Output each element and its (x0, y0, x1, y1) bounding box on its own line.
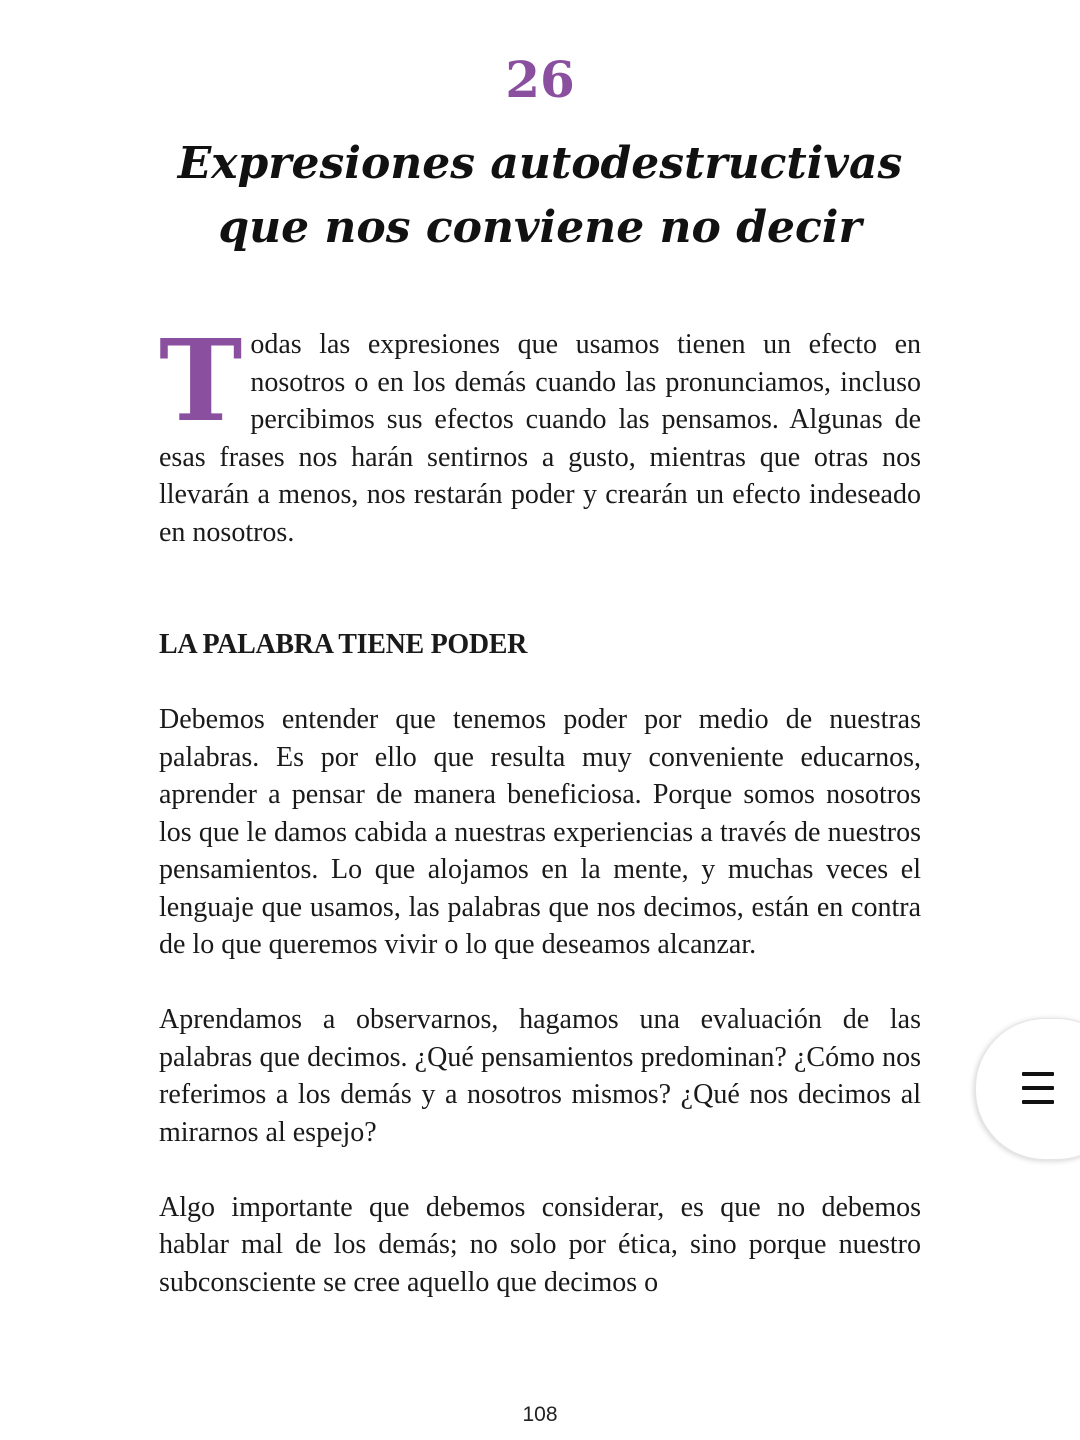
chapter-title-line-1: Expresiones autodestructivas (177, 138, 903, 189)
body-paragraph-3: Algo importante que debemos considerar, es que no debemos hablar mal de los demás; no solo por ética, sino porque nuestro subconsciente se cree aquello que decimos o (159, 1191, 921, 1298)
body-paragraph-1: Debemos entender que tenemos poder por medio de nuestras palabras. Es por ello que resulta muy conveniente educarnos, aprender a pensar de manera beneficiosa. Porque somos nosotros los que le damos cabida a nuestras experiencias a través de nuestros pensamientos. Lo que alojamos en la mente, y muchas veces el lenguaje que usamos, las palabras que nos decimos, están en contra de lo que queremos vivir o lo que deseamos alcanzar. (159, 704, 921, 960)
drop-cap: T (159, 316, 243, 447)
hamburger-menu-icon (1022, 1072, 1054, 1106)
intro-paragraph (159, 316, 921, 551)
page-number: 108 (522, 1403, 558, 1426)
intro-text: odas las expresiones que usamos tienen un efecto en nosotros o en los demás cuando las pronunciamos, incluso percibimos sus efectos cuando las pensamos. Algunas de esas frases nos harán sentirnos a gusto, mientras que otras nos llevarán a menos, nos restarán poder y crearán un efecto indeseado en nosotros. (159, 329, 921, 548)
menu-button[interactable] (975, 1018, 1080, 1160)
page-body (159, 316, 921, 1339)
chapter-title-line-2: que nos conviene no decir (218, 202, 862, 253)
chapter-number: 26 (505, 50, 575, 109)
section-heading: LA PALABRA TIENE PODER (159, 629, 528, 660)
chapter-title (140, 132, 940, 260)
body-paragraph-2: Aprendamos a observarnos, hagamos una evaluación de las palabras que decimos. ¿Qué pensamientos predominan? ¿Cómo nos referimos a los demás y a nosotros mismos? ¿Qué nos decimos al mirarnos al espejo? (159, 1004, 921, 1148)
